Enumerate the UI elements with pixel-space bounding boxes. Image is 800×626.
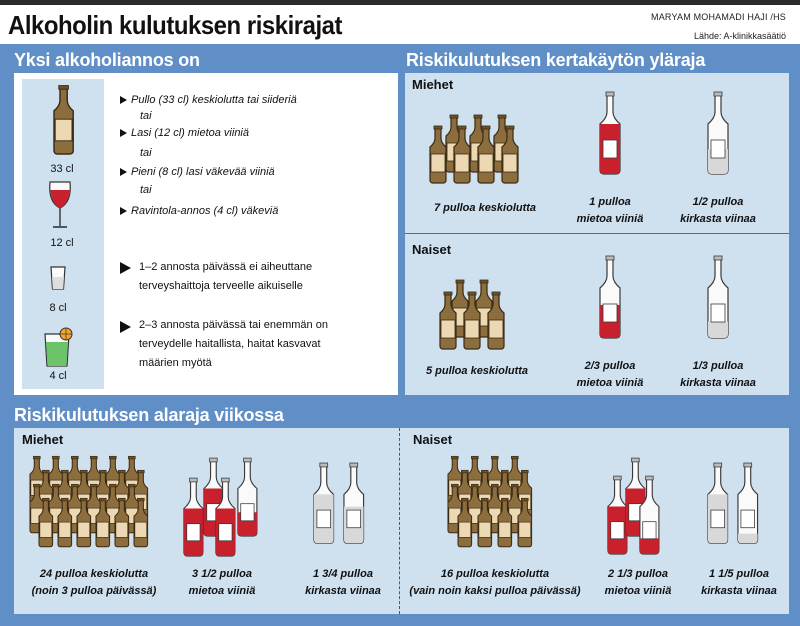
portion-title: Yksi alkoholiannos on (14, 50, 200, 70)
single-title: Riskikulutuksen kertakäytön yläraja (406, 50, 706, 70)
weekly-men-label: Miehet (22, 432, 64, 447)
wine-bottle-icon (238, 458, 257, 536)
byline: MARYAM MOHAMADI HAJI /HS (651, 12, 786, 22)
volume-fortified: 8 cl (49, 302, 67, 314)
single-women-beer-caption: 5 pulloa keskiolutta (425, 365, 529, 377)
portion-item-spirit: Ravintola-annos (4 cl) väkeviä (120, 205, 278, 217)
single-men-beer-caption: 7 pulloa keskiolutta (433, 202, 537, 214)
single-men-spirit-caption: 1/2 pulloa kirkasta viinaa (680, 196, 756, 225)
volume-beer: 33 cl (50, 163, 74, 175)
volume-wine: 12 cl (50, 237, 74, 249)
single-women-wine-caption: 2/3 pulloa mietoa viiniä (576, 360, 644, 389)
wine-bottle-icon (608, 476, 627, 554)
single-women-spirit-caption: 1/3 pulloa kirkasta viinaa (680, 360, 756, 389)
note-harmful: 2–3 annosta päivässä tai enemmän on terveydelle haitallista, haitat kasvavat määrien myötä (139, 319, 328, 369)
spirit-bottle-icon (314, 463, 334, 543)
wine-bottle-icon (600, 92, 620, 174)
spirit-bottle-icon (738, 463, 758, 543)
single-men-label: Miehet (412, 77, 454, 92)
spirit-bottle-icon (708, 92, 728, 174)
or-word: tai (140, 110, 152, 122)
weekly-men-spirit-caption: 1 3/4 pulloa kirkasta viinaa (305, 568, 381, 597)
portion-item-beer: Pullo (33 cl) keskiolutta tai siideriä (120, 94, 297, 106)
portion-item-wine: Lasi (12 cl) mietoa viiniä (120, 127, 249, 139)
portion-item-fortified: Pieni (8 cl) lasi väkevää viiniä (120, 166, 275, 178)
spirit-bottle-icon (344, 463, 364, 543)
or-word: tai (140, 147, 152, 159)
wine-bottle-icon (184, 478, 203, 556)
or-word: tai (140, 184, 152, 196)
weekly-women-wine-caption: 2 1/3 pulloa mietoa viiniä (604, 568, 672, 597)
weekly-women-beer-caption: 16 pulloa keskiolutta (vain noin kaksi pulloa päivässä) (409, 568, 581, 597)
volume-spirit: 4 cl (49, 370, 67, 382)
weekly-women-label: Naiset (413, 432, 453, 447)
weekly-men-wine-caption: 3 1/2 pulloa mietoa viiniä (188, 568, 256, 597)
spirit-bottle-icon (708, 463, 728, 543)
single-women-label: Naiset (412, 242, 452, 257)
source-credit: Lähde: A-klinikkasäätiö (693, 31, 786, 41)
weekly-men-beer-caption: 24 pulloa keskiolutta (noin 3 pulloa päivässä) (31, 568, 157, 597)
weekly-women-spirit-caption: 1 1/5 pulloa kirkasta viinaa (701, 568, 777, 597)
spirit-bottle-icon (708, 256, 728, 338)
page-title: Alkoholin kulutuksen riskirajat (8, 10, 343, 40)
weekly-title: Riskikulutuksen alaraja viikossa (14, 405, 284, 425)
beer-bottle-icon (430, 126, 446, 183)
note-safe: 1–2 annosta päivässä ei aiheuttane terveyshaittoja terveelle aikuiselle (139, 261, 313, 292)
single-men-wine-caption: 1 pulloa mietoa viiniä (576, 196, 644, 225)
wine-bottle-icon (600, 256, 620, 338)
